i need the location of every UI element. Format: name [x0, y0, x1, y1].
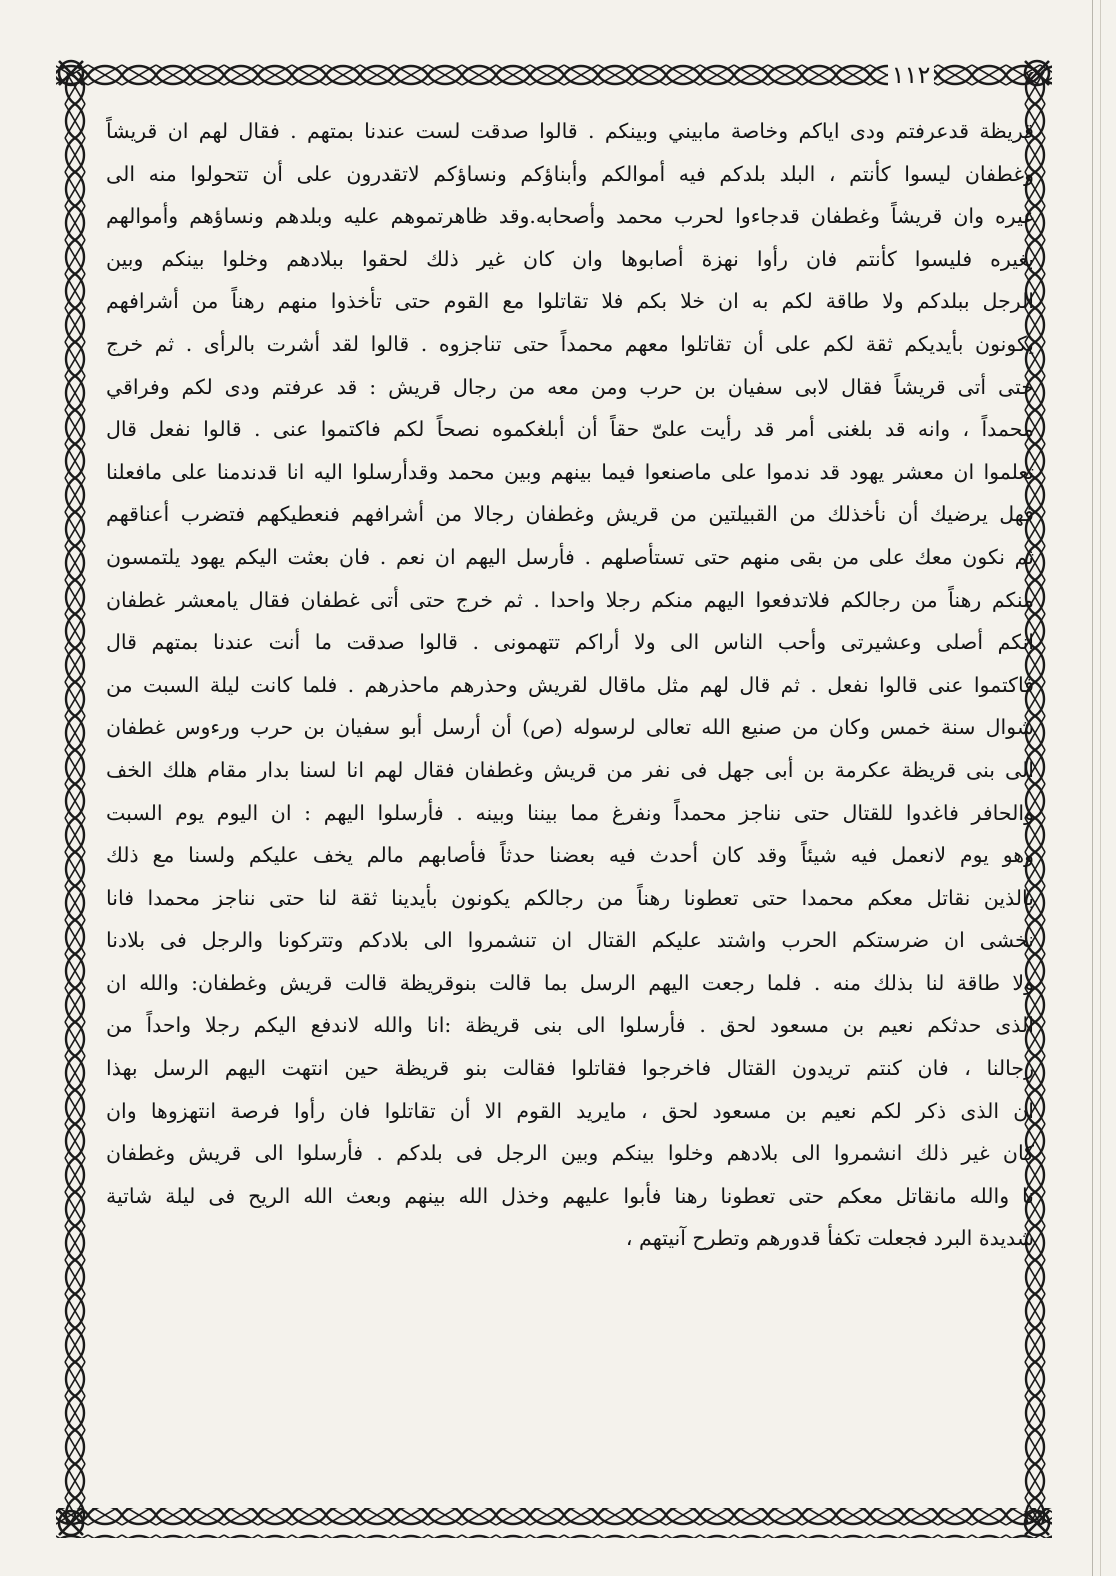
text-line: شديدة البرد فجعلت تكفأ قدورهم وتطرح آنيتهم ،	[625, 1226, 1034, 1251]
text-line: ولا طاقة لنا بذلك منه . فلما رجعت اليهم الرسل بما قالت بنوقريظة قالت قريش وغطفان: والله ان	[106, 970, 1034, 995]
text-line: شوال سنة خمس وكان من صنيع الله تعالى لرسوله (ص) أن أرسل أبو سفيان بن حرب ورءوس غطفان	[106, 715, 1034, 740]
text-line: بغيره فليسوا كأنتم فان رأوا نهزة أصابوها وان كان غير ذلك لحقوا ببلادهم وخلوا بينكم وبين	[106, 246, 1034, 271]
body-text	[106, 110, 1034, 1488]
text-line: انكم أصلى وعشيرتى وأحب الناس الى ولا أراكم تتهمونى . قالوا صدقت ما أنت عندنا بمتهم قال	[106, 630, 1034, 655]
text-line: محمداً ، وانه قد بلغنى أمر قد رأيت علىّ حقاً أن أبلغكموه نصحاً لكم فاكتموا عنى . قالوا نفعل قال	[106, 417, 1034, 442]
text-line: كان غير ذلك انشمروا الى بلادهم وخلوا بينكم وبين الرجل فى بلدكم . فأرسلوا الى قريش وغطفان	[106, 1141, 1034, 1166]
text-line: فهل يرضيك أن نأخذلك من القبيلتين من قريش وغطفان رجالا من أشرافهم فنعطيكهم فتضرب أعناقهم	[106, 502, 1034, 527]
text-line: ثم نكون معك على من بقى منهم حتى تستأصلهم . فأرسل اليهم ان نعم . فان بعثت اليكم يهود يلتمسون	[106, 544, 1034, 569]
text-line: غيره وان قريشاً وغطفان قدجاءوا لحرب محمد وأصحابه.وقد ظاهرتموهم عليه وبلدهم ونساؤهم وأموالهم	[106, 204, 1034, 229]
text-line: رجالنا ، فان كنتم تريدون القتال فاخرجوا فقاتلوا فقالت بنو قريظة حين انتهت اليهم الرسل بهذا	[106, 1056, 1034, 1081]
text-line: الى بنى قريظة عكرمة بن أبى جهل فى نفر من قريش وغطفان فقال لهم انا لسنا بدار مقام هلك الخف	[106, 757, 1034, 782]
text-line: حتى أتى قريشاً فقال لابى سفيان بن حرب ومن معه من رجال قريش : قد عرفتم ودى لكم وفراقي	[106, 374, 1034, 399]
text-line: نا والله مانقاتل معكم حتى تعطونا رهنا فأبوا عليهم وخذل الله بينهم وبعث الله الريح فى ليلة شاتية	[106, 1183, 1034, 1208]
text-line: الرجل ببلدكم ولا طاقة لكم به ان خلا بكم فلا تقاتلوا مع القوم حتى تأخذوا منهم رهناً من أشرافهم	[106, 289, 1034, 314]
text-line: قريظة قدعرفتم ودى اياكم وخاصة مابيني وبينكم . قالوا صدقت لست عندنا بمتهم . فقال لهم ان قريشاً	[106, 119, 1034, 143]
text-line: تعلموا ان معشر يهود قد ندموا على ماصنعوا فيما بينهم وبين محمد وقدأرسلوا اليه انا قدندمنا على مافعلنا	[106, 459, 1034, 484]
text-line: نخشى ان ضرستكم الحرب واشتد عليكم القتال ان تنشمروا الى بلادكم وتتركونا والرجل فى بلادنا	[106, 928, 1034, 953]
text-line: فاكتموا عنى قالوا نفعل . ثم قال لهم مثل ماقال لقريش وحذرهم ماحذرهم . فلما كانت ليلة السبت من	[106, 672, 1034, 697]
text-line: وغطفان ليسوا كأنتم ، البلد بلدكم فيه أموالكم وأبناؤكم ونساؤكم لاتقدرون على أن تتحولوا منه الى	[106, 161, 1034, 186]
text-line: منكم رهناً من رجالكم فلاتدفعوا اليهم منكم رجلا واحدا . ثم خرج حتى أتى غطفان فقال يامعشر غطفان	[106, 587, 1034, 612]
text-line: ان الذى ذكر لكم نعيم بن مسعود لحق ، مايريد القوم الا أن تقاتلوا فان رأوا فرصة انتهزوها وان	[106, 1098, 1034, 1123]
page-number: ١١٢	[888, 58, 934, 92]
text-line: وهو يوم لانعمل فيه شيئاً وقد كان أحدث فيه بعضنا حدثاً فأصابهم مالم يخف عليكم ولسنا مع ذلك	[106, 843, 1034, 868]
text-line: الذى حدثكم نعيم بن مسعود لحق . فأرسلوا الى بنى قريظة :انا والله لاندفع اليكم رجلا واحداً من	[106, 1013, 1034, 1038]
text-line: يكونون بأيديكم ثقة لكم على أن تقاتلوا معهم محمداً حتى تناجزوه . قالوا لقد أشرت بالرأى . ثم خرج	[106, 331, 1034, 356]
text-line: بالذين نقاتل معكم محمدا حتى تعطونا رهناً من رجالكم يكونون بأيدينا ثقة لنا حتى نناجز محمدا فانا	[106, 885, 1034, 910]
text-line: والحافر فاغدوا للقتال حتى نناجز محمداً ونفرغ مما بيننا وبينه . فأرسلوا اليهم : ان اليوم يوم السبت	[106, 800, 1034, 825]
